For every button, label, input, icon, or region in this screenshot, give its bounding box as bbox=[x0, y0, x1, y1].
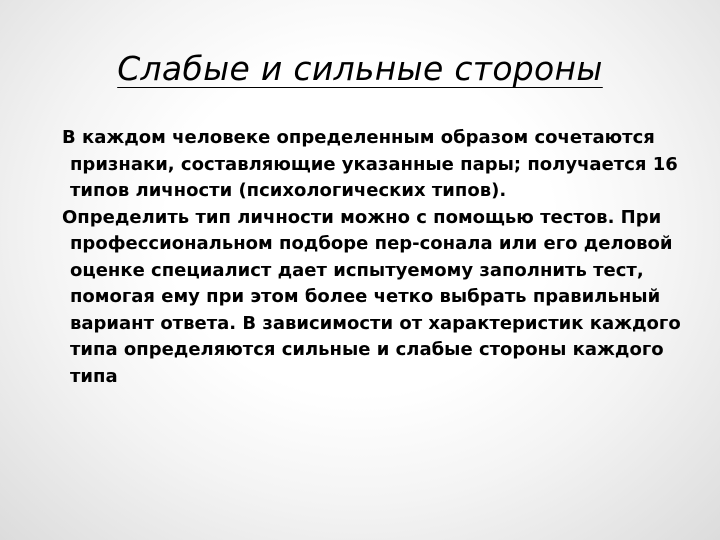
paragraph-1: В каждом человеке определенным образом сочетаются признаки, составляющие указанные пары; получается 16 типов личности (психологических типов). bbox=[62, 127, 678, 201]
slide-title-text: Слабые и сильные стороны bbox=[117, 49, 603, 88]
slide-body bbox=[62, 125, 702, 390]
slide-title bbox=[0, 44, 720, 94]
paragraph-2: Определить тип личности можно с помощью тестов. При профессиональном подборе пер-сонала или его деловой оценке специалист дает испытуемому заполнить тест, помогая ему при этом более четко выбрать правильный вариант ответа. В зависимости от характеристик каждого типа определяются сильные и слабые стороны каждого типа bbox=[62, 206, 681, 387]
